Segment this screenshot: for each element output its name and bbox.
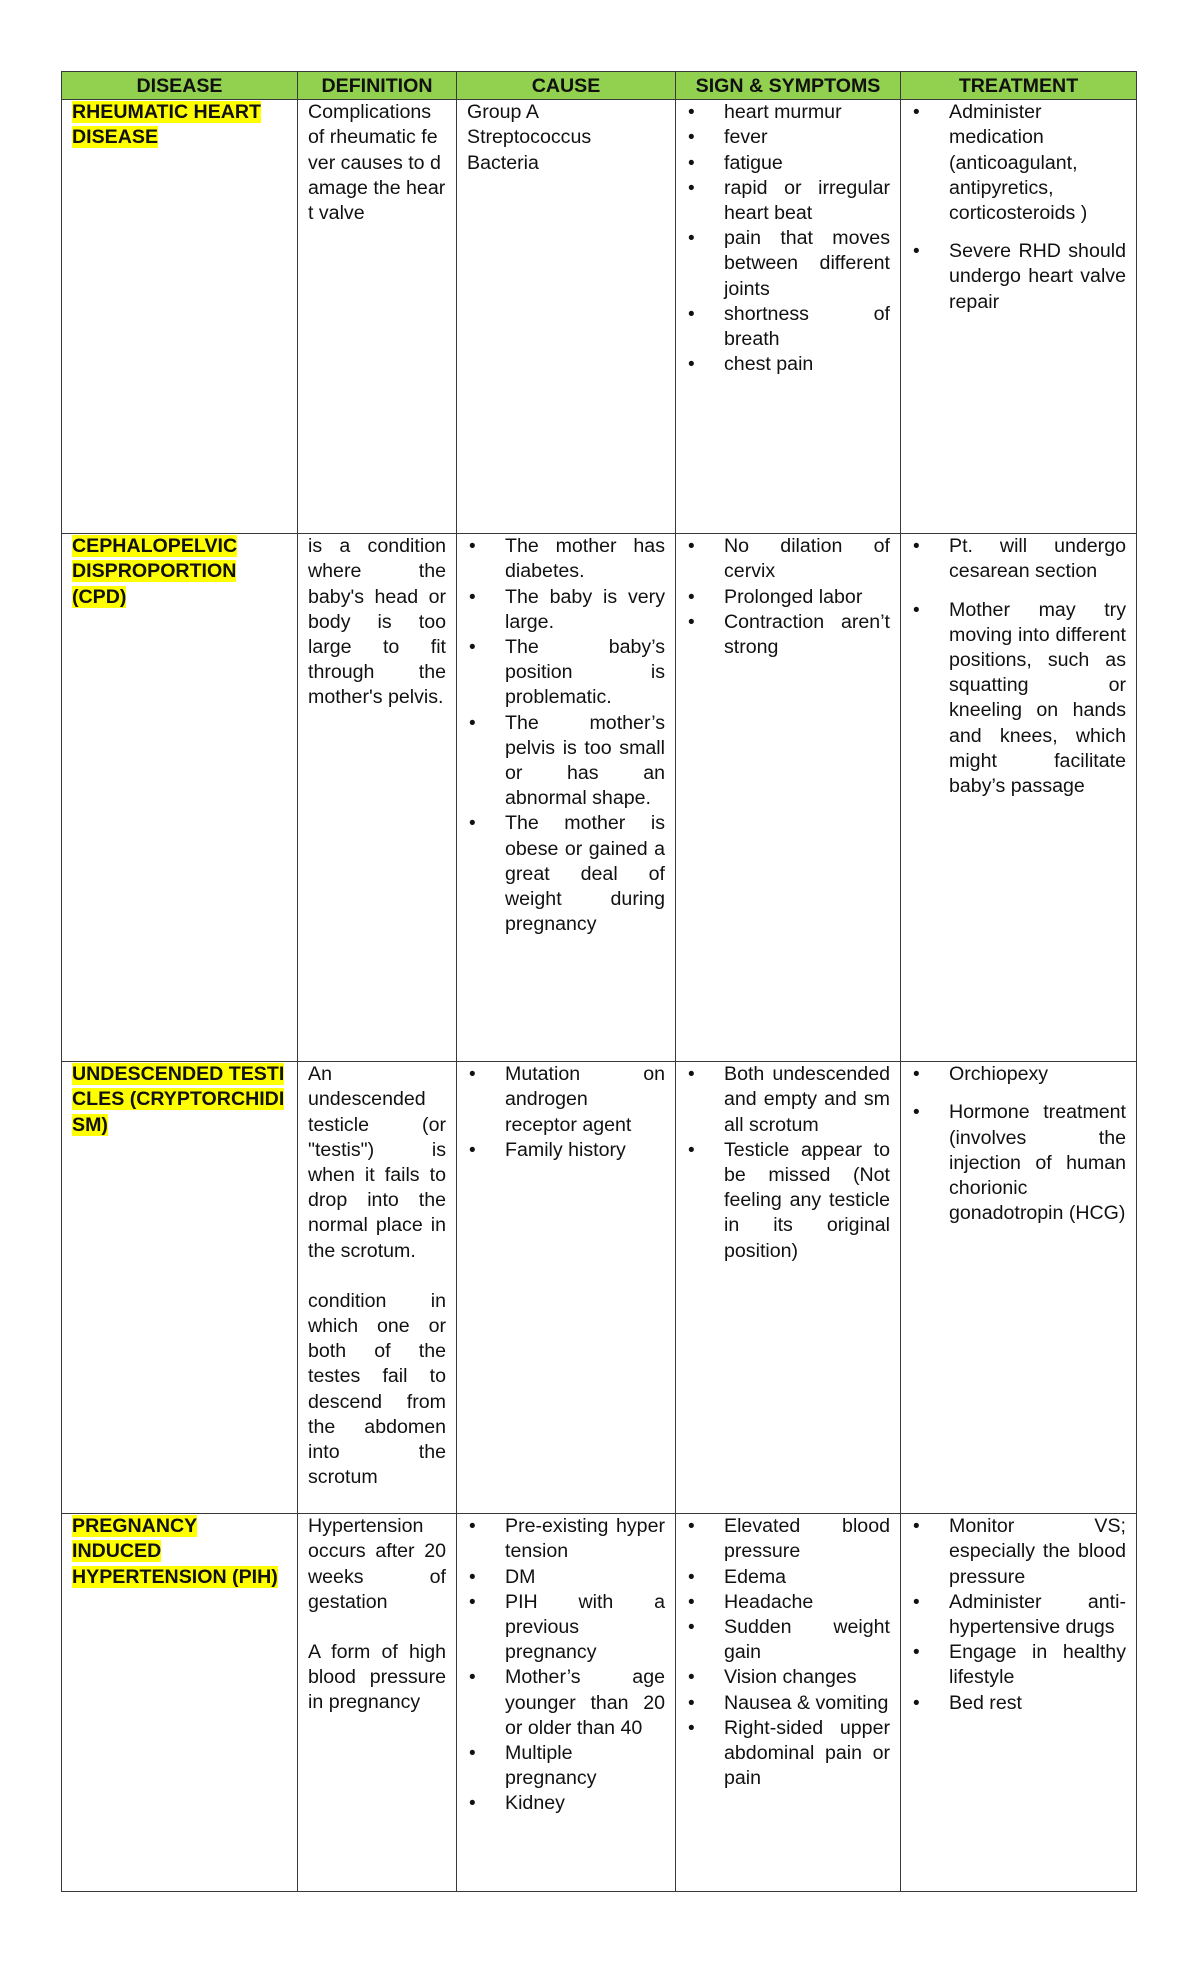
list-item: • Family history (467, 1138, 665, 1163)
list-item: • DM (467, 1565, 665, 1590)
treatment-cell (901, 100, 1137, 534)
header-definition: DEFINITION (298, 72, 457, 100)
symptoms-cell (676, 534, 901, 1062)
cause-text: Group A Streptococcus Bacteria (467, 101, 592, 174)
cause-cell (457, 100, 676, 534)
header-sign-symptoms: SIGN & SYMPTOMS (676, 72, 901, 100)
list-item: • Mutation on androgen receptor agent (467, 1062, 665, 1138)
definition-cell (298, 534, 457, 1062)
disease-cell (62, 534, 298, 1062)
list-item: • PIH with a previous pregnancy (467, 1590, 665, 1666)
definition-text: condition in which one or both of the testes fail to descend from the abdomen into the scrotum (308, 1289, 446, 1489)
disease-name: UNDESCENDED TESTICLES (CRYPTORCHIDISM) (72, 1063, 285, 1136)
list-item: • Contraction aren’t strong (686, 610, 890, 660)
list-item: • Headache (686, 1590, 890, 1615)
symptoms-cell (676, 1514, 901, 1892)
list-item: • The baby’s position is problematic. (467, 635, 665, 711)
table-row (62, 534, 1137, 1062)
header-disease: DISEASE (62, 72, 298, 100)
list-item: • Mother’s age younger than 20 or older than 40 (467, 1665, 665, 1741)
list-item: • The mother has diabetes. (467, 534, 665, 584)
disease-cell (62, 1062, 298, 1514)
definition-text: Complications of rheumatic fever causes to damage the heart valve (308, 101, 446, 225)
list-item: • chest pain (686, 352, 890, 377)
list-item: • shortness of breath (686, 302, 890, 352)
definition-text: A form of high blood pressure in pregnancy (308, 1641, 446, 1714)
table-row (62, 1514, 1137, 1892)
list-item: • Monitor VS; especially the blood pressure (911, 1514, 1126, 1590)
definition-text: is a condition where the baby's head or body is too large to fit through the mother's pelvis. (308, 535, 446, 709)
list-item: • Hormone treatment (involves the injection of human chorionic gonadotropin (HCG) (911, 1100, 1126, 1226)
definition-text: An undescended testicle (or "testis") is when it fails to drop into the normal place in the scrotum. (308, 1063, 446, 1262)
treatment-cell (901, 1514, 1137, 1892)
cause-cell (457, 1514, 676, 1892)
list-item: • rapid or irregular heart beat (686, 176, 890, 226)
list-item: • Pre-existing hypertension (467, 1514, 665, 1564)
list-item: • Engage in healthy lifestyle (911, 1640, 1126, 1690)
list-item: • fever (686, 125, 890, 150)
cause-cell (457, 1062, 676, 1514)
list-item: • Nausea & vomiting (686, 1691, 890, 1716)
list-item: • fatigue (686, 151, 890, 176)
list-item: • Sudden weight gain (686, 1615, 890, 1665)
disease-name: RHEUMATIC HEART DISEASE (72, 101, 262, 149)
list-item: • Vision changes (686, 1665, 890, 1690)
disease-cell (62, 1514, 298, 1892)
symptoms-cell (676, 1062, 901, 1514)
list-item: • Both undescended and empty and small scrotum (686, 1062, 890, 1138)
list-item: • The baby is very large. (467, 585, 665, 635)
list-item: • Prolonged labor (686, 585, 890, 610)
list-item: • pain that moves between different joints (686, 226, 890, 302)
symptoms-cell (676, 100, 901, 534)
header-row (62, 72, 1137, 100)
disease-name: PREGNANCY INDUCED HYPERTENSION (PIH) (72, 1515, 278, 1588)
list-item: • heart murmur (686, 100, 890, 125)
cause-cell (457, 534, 676, 1062)
disease-cell (62, 100, 298, 534)
definition-cell (298, 1062, 457, 1514)
definition-cell (298, 1514, 457, 1892)
list-item: • The mother is obese or gained a great deal of weight during pregnancy (467, 811, 665, 937)
list-item: • Right-sided upper abdominal pain or pain (686, 1716, 890, 1792)
definition-text: Hypertension occurs after 20 weeks of gestation (308, 1515, 446, 1613)
disease-name: CEPHALOPELVIC DISPROPORTION (CPD) (72, 535, 238, 608)
table-row (62, 100, 1137, 534)
disease-table (61, 71, 1137, 1892)
table-row (62, 1062, 1137, 1514)
list-item: • Multiple pregnancy (467, 1741, 665, 1791)
list-item: • No dilation of cervix (686, 534, 890, 584)
list-item: • Bed rest (911, 1691, 1126, 1716)
list-item: • Administer anti-hypertensive drugs (911, 1590, 1126, 1640)
list-item: • The mother’s pelvis is too small or has an abnormal shape. (467, 711, 665, 812)
header-cause: CAUSE (457, 72, 676, 100)
definition-cell (298, 100, 457, 534)
list-item: • Testicle appear to be missed (Not feeling any testicle in its original position) (686, 1138, 890, 1264)
list-item: • Elevated blood pressure (686, 1514, 890, 1564)
list-item: • Administer medication (anticoagulant, antipyretics, corticosteroids ) (911, 100, 1126, 226)
list-item: • Mother may try moving into different positions, such as squatting or kneeling on hands and knees, which might facilitate baby’s passage (911, 598, 1126, 800)
treatment-cell (901, 534, 1137, 1062)
list-item: • Edema (686, 1565, 890, 1590)
list-item: • Orchiopexy (911, 1062, 1126, 1087)
header-treatment: TREATMENT (901, 72, 1137, 100)
list-item: • Severe RHD should undergo heart valve repair (911, 239, 1126, 315)
list-item: • Pt. will undergo cesarean section (911, 534, 1126, 584)
treatment-cell (901, 1062, 1137, 1514)
list-item: • Kidney (467, 1791, 665, 1816)
